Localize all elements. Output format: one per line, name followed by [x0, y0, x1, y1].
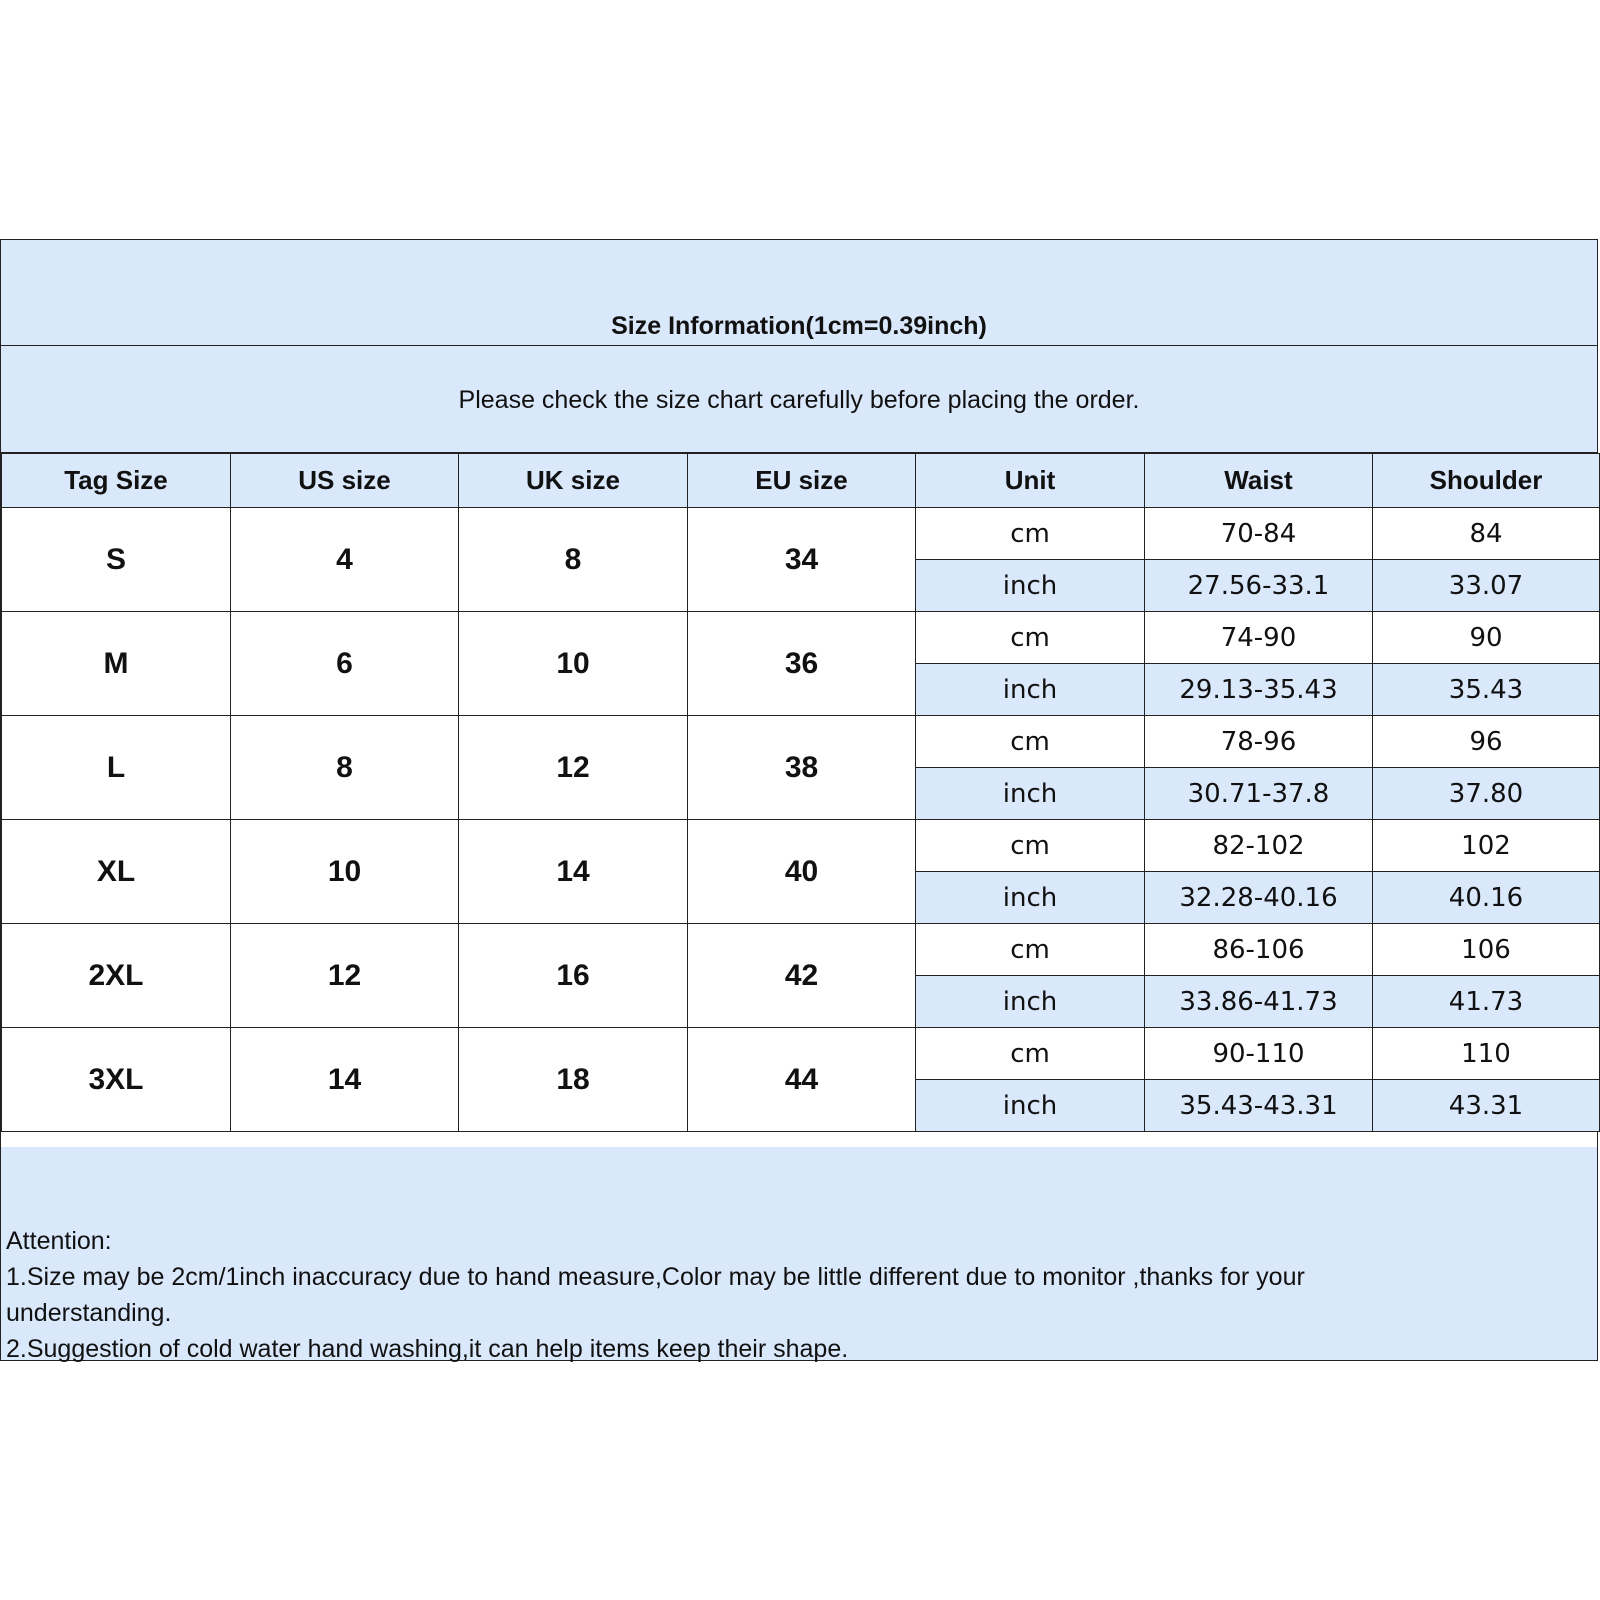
header-tag-size: Tag Size: [2, 454, 231, 508]
waist-cell: 35.43-43.31: [1145, 1080, 1373, 1132]
chart-subtitle: Please check the size chart carefully before placing the order.: [458, 386, 1140, 414]
table-row: [2, 612, 1600, 664]
waist-cell: 86-106: [1145, 924, 1373, 976]
uk-size-cell: 16: [459, 924, 688, 1028]
tag-size-cell: 3XL: [2, 1028, 231, 1132]
size-chart: [0, 239, 1598, 1361]
shoulder-cell: 110: [1373, 1028, 1600, 1080]
waist-cell: 82-102: [1145, 820, 1373, 872]
unit-cell: inch: [916, 560, 1145, 612]
shoulder-cell: 37.80: [1373, 768, 1600, 820]
table-row: [2, 1028, 1600, 1080]
chart-title: Size Information(1cm=0.39inch): [611, 312, 987, 340]
us-size-cell: 12: [231, 924, 459, 1028]
tag-size-cell: 2XL: [2, 924, 231, 1028]
shoulder-cell: 43.31: [1373, 1080, 1600, 1132]
uk-size-cell: 12: [459, 716, 688, 820]
shoulder-cell: 33.07: [1373, 560, 1600, 612]
us-size-cell: 8: [231, 716, 459, 820]
tag-size-cell: M: [2, 612, 231, 716]
unit-cell: cm: [916, 508, 1145, 560]
waist-cell: 33.86-41.73: [1145, 976, 1373, 1028]
uk-size-cell: 14: [459, 820, 688, 924]
shoulder-cell: 90: [1373, 612, 1600, 664]
unit-cell: cm: [916, 716, 1145, 768]
unit-cell: cm: [916, 820, 1145, 872]
subtitle-band: [1, 346, 1597, 453]
unit-cell: inch: [916, 872, 1145, 924]
eu-size-cell: 36: [688, 612, 916, 716]
header-eu-size: EU size: [688, 454, 916, 508]
table-row: [2, 508, 1600, 560]
eu-size-cell: 40: [688, 820, 916, 924]
title-band: [1, 240, 1597, 346]
waist-cell: 90-110: [1145, 1028, 1373, 1080]
size-table: [1, 453, 1600, 1132]
waist-cell: 70-84: [1145, 508, 1373, 560]
unit-cell: inch: [916, 976, 1145, 1028]
unit-cell: cm: [916, 1028, 1145, 1080]
shoulder-cell: 106: [1373, 924, 1600, 976]
waist-cell: 27.56-33.1: [1145, 560, 1373, 612]
table-row: [2, 820, 1600, 872]
eu-size-cell: 42: [688, 924, 916, 1028]
uk-size-cell: 18: [459, 1028, 688, 1132]
unit-cell: inch: [916, 1080, 1145, 1132]
eu-size-cell: 34: [688, 508, 916, 612]
uk-size-cell: 8: [459, 508, 688, 612]
tag-size-cell: S: [2, 508, 231, 612]
waist-cell: 30.71-37.8: [1145, 768, 1373, 820]
header-unit: Unit: [916, 454, 1145, 508]
note-line-1a: 1.Size may be 2cm/1inch inaccuracy due to hand measure,Color may be little different due to monitor ,thanks for your: [6, 1263, 1305, 1291]
attention-heading: Attention:: [6, 1227, 112, 1255]
unit-cell: inch: [916, 664, 1145, 716]
waist-cell: 29.13-35.43: [1145, 664, 1373, 716]
shoulder-cell: 35.43: [1373, 664, 1600, 716]
header-waist: Waist: [1145, 454, 1373, 508]
table-row: [2, 924, 1600, 976]
header-uk-size: UK size: [459, 454, 688, 508]
waist-cell: 74-90: [1145, 612, 1373, 664]
header-row: [2, 454, 1600, 508]
header-shoulder: Shoulder: [1373, 454, 1600, 508]
us-size-cell: 6: [231, 612, 459, 716]
eu-size-cell: 38: [688, 716, 916, 820]
us-size-cell: 4: [231, 508, 459, 612]
shoulder-cell: 84: [1373, 508, 1600, 560]
table-row: [2, 716, 1600, 768]
tag-size-cell: XL: [2, 820, 231, 924]
unit-cell: cm: [916, 924, 1145, 976]
unit-cell: inch: [916, 768, 1145, 820]
shoulder-cell: 41.73: [1373, 976, 1600, 1028]
shoulder-cell: 102: [1373, 820, 1600, 872]
us-size-cell: 14: [231, 1028, 459, 1132]
us-size-cell: 10: [231, 820, 459, 924]
attention-notes: [1, 1147, 1597, 1363]
tag-size-cell: L: [2, 716, 231, 820]
shoulder-cell: 40.16: [1373, 872, 1600, 924]
uk-size-cell: 10: [459, 612, 688, 716]
unit-cell: cm: [916, 612, 1145, 664]
waist-cell: 32.28-40.16: [1145, 872, 1373, 924]
eu-size-cell: 44: [688, 1028, 916, 1132]
note-line-2: 2.Suggestion of cold water hand washing,it can help items keep their shape.: [6, 1335, 849, 1363]
header-us-size: US size: [231, 454, 459, 508]
waist-cell: 78-96: [1145, 716, 1373, 768]
note-line-1b: understanding.: [6, 1299, 172, 1327]
shoulder-cell: 96: [1373, 716, 1600, 768]
